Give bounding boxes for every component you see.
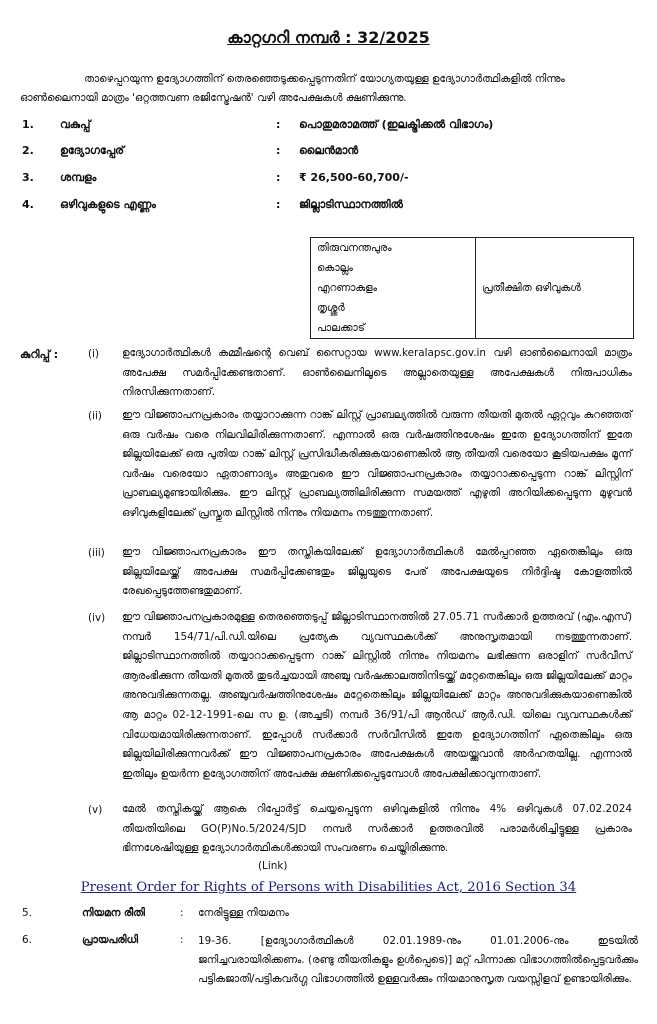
district-name: തൃശ്ശൂർ <box>317 302 345 314</box>
intro-paragraph: താഴെപ്പറയുന്ന ഉദ്യോഗത്തിന് തെരഞ്ഞെടുക്കപ്പെടുന്നതിന് യോഗ്യതയുള്ള ഉദ്യോഗാർത്ഥികളിൽ നിന്നും ഓൺലൈനായി മാത്രം 'ഒറ്റത്തവണ രജിസ്ട്രേഷൻ' വഴി അപേക്ഷകൾ ക്ഷണിക്കുന്നു. <box>20 73 565 104</box>
note-number: (ii) <box>88 410 102 422</box>
item-label-age-limit: പ്രായപരിധി <box>82 934 138 946</box>
note-number: (iii) <box>88 547 105 559</box>
item-colon: : <box>276 171 281 184</box>
district-list <box>311 238 476 339</box>
item-colon: : <box>276 198 281 211</box>
item-value-appointment: നേരിട്ടുള്ള നിയമനം <box>198 907 289 919</box>
district-name: പാലക്കാട് <box>317 322 365 334</box>
note-number: (v) <box>88 804 103 816</box>
item-colon: : <box>276 144 281 157</box>
item-colon: : <box>276 118 281 131</box>
note-text: ഈ വിജ്ഞാപനപ്രകാരം തയ്യാറാക്കുന്ന റാങ്ക് ലിസ്റ്റ് പ്രാബല്യത്തിൽ വരുന്ന തീയതി മുതൽ ഏറ്റവും കുറഞ്ഞത് ഒരു വർഷം വരെ നിലവിലിരിക്കുന്നതാണ്. എന്നാൽ ഒരു വർഷത്തിനുശേഷം ഇതേ ഉദ്യോഗത്തിന് ഇതേ ജില്ലയിലേക്ക് ഒരു പുതിയ റാങ്ക് ലിസ്റ്റ് പ്രസിദ്ധീകരിക്കുകയാണെങ്കിൽ ആ തീയതി വരെയോ കൂടിയപക്ഷം മൂന്ന് വർഷം വരെയോ ഏതാണാദ്യം അതുവരെ ഈ വിജ്ഞാപനപ്രകാരം തയ്യാറാക്കപ്പെടുന്ന റാങ്ക് ലിസ്റ്റിന് പ്രാബല്യമുണ്ടായിരിക്കും. ഈ ലിസ്റ്റ് പ്രാബല്യത്തിലിരിക്കുന്ന സമയത്ത് എഴുതി അറിയിക്കപ്പെടുന്ന മുഴുവൻ ഒഴിവുകളിലേക്ക് പ്രസ്തുത ലിസ്റ്റിൽ നിന്നും നിയമനം നടത്തുന്നതാണ്. <box>122 409 632 519</box>
item-colon: : <box>180 934 184 946</box>
item-number: 1. <box>22 118 34 131</box>
vacancy-table <box>310 237 634 339</box>
item-label-appointment: നിയമന രീതി <box>82 907 145 919</box>
note-text: ഈ വിജ്ഞാപനപ്രകാരമുള്ള തെരഞ്ഞെടുപ്പ് ജില്ലാടിസ്ഥാനത്തിൽ 27.05.71 സർക്കാർ ഉത്തരവ് (എം.എസ്) നമ്പർ 154/71/പി.ഡി.യിലെ പ്രത്യേക വ്യവസ്ഥകൾക്ക് അനുസൃതമായി നടത്തുന്നതാണ്. ജില്ലാടിസ്ഥാനത്തിൽ തയ്യാറാക്കപ്പെടുന്ന റാങ്ക് ലിസ്റ്റിൽ നിന്നും നിയമനം ലഭിക്കുന്ന ഒരാളിന് സർവീസ് ആരംഭിക്കുന്ന തീയതി മുതൽ തുടർച്ചയായി അഞ്ചു വർഷക്കാലത്തിനിടയ്ക്ക് മറ്റേതെങ്കിലും ഒരു ജില്ലയിലേക്ക് മാറ്റം അനുവദിക്കുന്നതല്ല. അഞ്ചുവർഷത്തിനുശേഷം മറ്റേതെങ്കിലും ജില്ലയിലേക്ക് മാറ്റം അനുവദിക്കുകയാണെങ്കിൽ ആ മാറ്റം 02-12-1991-ലെ സ ഉ. (അച്ചടി) നമ്പർ 36/91/പി ആൻഡ് ആർ.ഡി. യിലെ വ്യവസ്ഥകൾക്ക് വിധേയമായിരിക്കുന്നതാണ്. ഇപ്പോൾ സർക്കാർ സർവീസിൽ ഇതേ ഉദ്യോഗത്തിന് ഏതെങ്കിലും ഒരു ജില്ലയിലിരിക്കുന്നവർക്ക് ഈ വിജ്ഞാപനപ്രകാരം അപേക്ഷകൾ അയയ്ക്കുവാൻ അർഹതയില്ല. എന്നാൽ ഇതിലും ഉയർന്ന ഉദ്യോഗത്തിന് അപേക്ഷ ക്ഷണിക്കപ്പെടുമ്പോൾ അപേക്ഷിക്കാവുന്നതാണ്. <box>122 611 632 780</box>
district-name: എറണാകുളം <box>317 282 377 294</box>
note-text: ഈ വിജ്ഞാപനപ്രകാരം ഈ തസ്തികയിലേക്ക് ഉദ്യോഗാർത്ഥികൾ മേൽപ്പറഞ്ഞ ഏതെങ്കിലും ഒരു ജില്ലയിലേയ്ക്ക് അപേക്ഷ സമർപ്പിക്കേണ്ടതും ജില്ലയുടെ പേര് അപേക്ഷയുടെ നിർദ്ദിഷ്ട കോളത്തിൽ രേഖപ്പെടുത്തേണ്ടതുമാണ്. <box>122 546 632 598</box>
item-value-salary: ₹ 26,500-60,700/- <box>299 171 409 184</box>
item-colon: : <box>180 907 184 919</box>
item-number: 2. <box>22 144 34 157</box>
item-value-age-limit: 19-36. [ഉദ്യോഗാർത്ഥികൾ 02.01.1989-നും 01.01.2006-നും ഇടയിൽ ജനിച്ചവരായിരിക്കണം. (രണ്ടു തീയതികളും ഉൾപ്പെടെ)] മറ്റ് പിന്നാക്ക വിഭാഗത്തിൽപ്പെട്ടവർക്കും പട്ടികജാതി/പട്ടികവർഗ്ഗ വിഭാഗത്തിൽ ഉള്ളവർക്കും നിയമാനുസൃത വയസ്സിളവ് ഉണ്ടായിരിക്കും. <box>198 935 638 985</box>
item-number: 4. <box>22 198 34 211</box>
present-order-link[interactable]: Present Order for Rights of Persons with Disabilities Act, 2016 Section 34 <box>80 880 577 895</box>
item-number: 3. <box>22 171 34 184</box>
note-number: (i) <box>88 348 99 360</box>
item-number: 5. <box>22 907 32 919</box>
item-number: 6. <box>22 934 32 946</box>
item-label-salary: ശമ്പളം <box>60 171 97 184</box>
note-text: ഉദ്യോഗാർത്ഥികൾ കമ്മീഷന്റെ വെബ് സൈറ്റായ www.keralapsc.gov.in വഴി ഓൺലൈനായി മാത്രം അപേക്ഷ സമർപ്പിക്കേണ്ടതാണ്. ഓൺലൈനിലൂടെ അല്ലാതെയുള്ള അപേക്ഷകൾ നിരുപാധികം നിരസിക്കുന്നതാണ്. <box>122 347 632 399</box>
item-label-vacancies: ഒഴിവുകളുടെ എണ്ണം <box>60 198 156 211</box>
district-name: തിരുവനന്തപുരം <box>317 242 392 254</box>
notes-label: കുറിപ്പ് : <box>20 348 59 361</box>
note-number: (iv) <box>88 612 106 624</box>
item-label-post: ഉദ്യോഗപ്പേര് <box>60 144 125 157</box>
link-text[interactable]: (Link) <box>258 860 288 872</box>
page-title: കാറ്റഗറി നമ്പർ : 32/2025 <box>227 28 430 47</box>
item-value-post: ലൈൻമാൻ <box>299 144 359 157</box>
anticipated-vacancies: പ്രതീക്ഷിത ഒഴിവുകൾ <box>476 238 634 339</box>
item-label-department: വകുപ്പ് <box>60 118 91 131</box>
item-value-department: പൊതുമരാമത്ത് (ഇലക്ട്രിക്കൽ വിഭാഗം) <box>299 118 494 131</box>
note-text: മേൽ തസ്തികയ്ക്ക് ആകെ റിപ്പോർട്ട് ചെയ്യപ്പെടുന്ന ഒഴിവുകളിൽ നിന്നും 4% ഒഴിവുകൾ 07.02.2024 തീയതിയിലെ GO(P)No.5/2024/SJD നമ്പർ സർക്കാർ ഉത്തരവിൽ പരാമർശിച്ചിട്ടുള്ള പ്രകാരം ഭിന്നശേഷിയുള്ള ഉദ്യോഗാർത്ഥികൾക്കായി സംവരണം ചെയ്തിരിക്കുന്നു. <box>122 803 632 855</box>
district-name: കൊല്ലം <box>317 262 353 274</box>
item-value-vacancies: ജില്ലാടിസ്ഥാനത്തിൽ <box>299 198 403 211</box>
